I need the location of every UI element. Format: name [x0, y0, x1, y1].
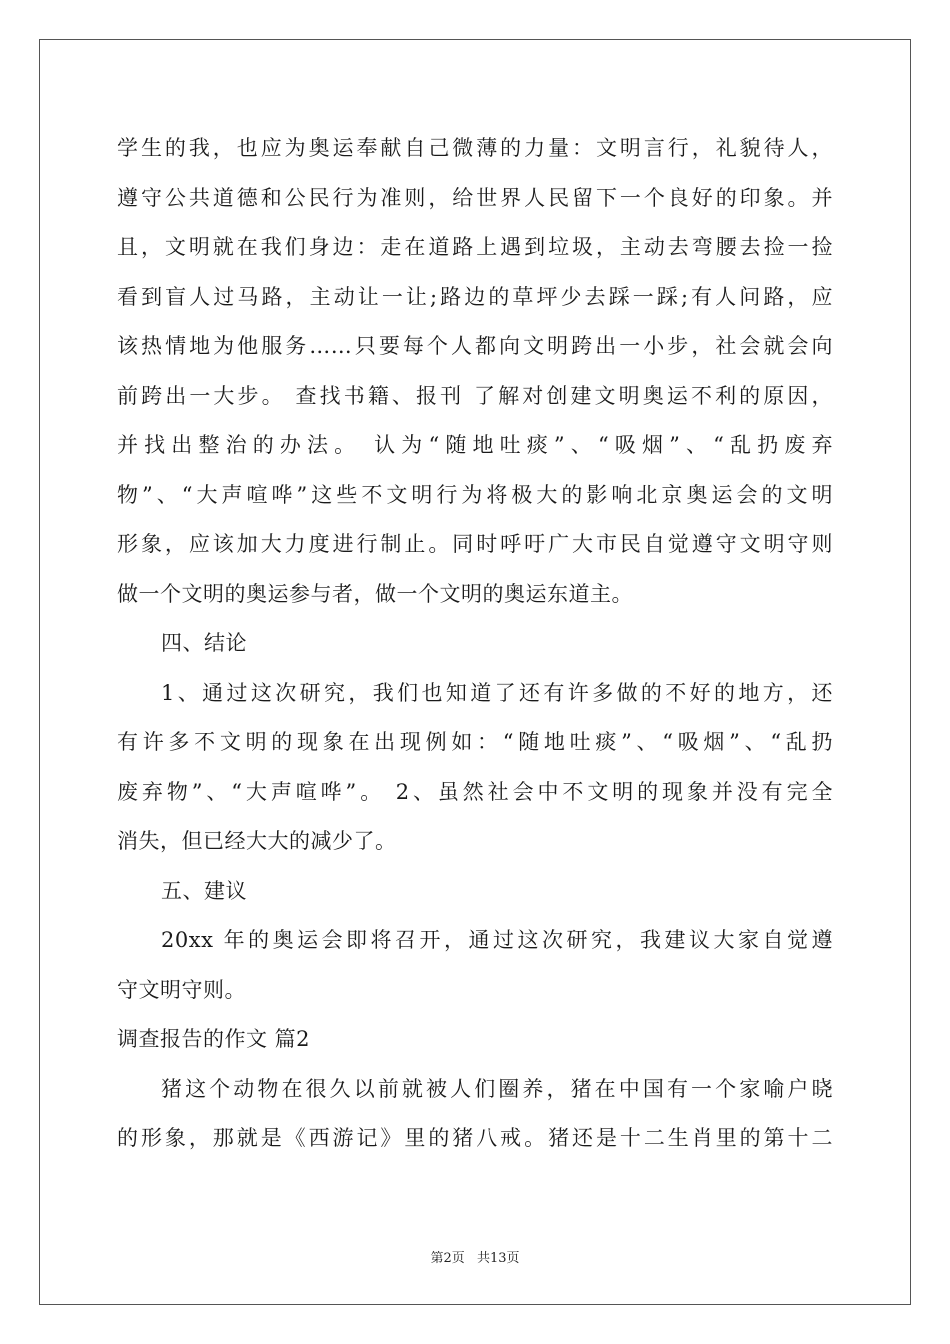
text-line: 废弃物”、“大声喧哗”。 2、虽然社会中不文明的现象并没有完全 — [117, 779, 833, 804]
text-line: 的形象，那就是《西游记》里的猪八戒。猪还是十二生肖里的第十二 — [117, 1126, 833, 1150]
text-line: 物”、“大声喧哗”这些不文明行为将极大的影响北京奥运会的文明 — [117, 482, 833, 507]
text-line: 猪这个动物在很久以前就被人们圈养，猪在中国有一个家喻户晓 — [161, 1076, 833, 1101]
text-line: 看到盲人过马路，主动让一让;路边的草坪少去踩一踩;有人问路，应 — [117, 284, 833, 309]
page-number: 第2页 — [430, 1251, 465, 1266]
text-line: 守文明守则。 — [117, 977, 246, 1002]
section-heading-conclusion: 四、结论 — [161, 631, 247, 655]
text-line: 前跨出一大步。 查找书籍、报刊 了解对创建文明奥运不利的原因， — [117, 383, 833, 408]
document-body — [117, 124, 833, 1164]
article-title: 调查报告的作文 篇2 — [117, 1027, 311, 1051]
text-line: 且，文明就在我们身边：走在道路上遇到垃圾，主动去弯腰去捡一捡 — [117, 235, 833, 259]
section-heading-suggestion: 五、建议 — [161, 878, 247, 903]
text-line: 做一个文明的奥运参与者，做一个文明的奥运东道主。 — [117, 581, 633, 606]
text-line: 形象，应该加大力度进行制止。同时呼吁广大市民自觉遵守文明守则 — [117, 532, 833, 556]
text-line: 遵守公共道德和公民行为准则，给世界人民留下一个良好的印象。并 — [117, 185, 833, 210]
text-line: 学生的我，也应为奥运奉献自己微薄的力量：文明言行，礼貌待人， — [117, 136, 833, 160]
text-line: 消失，但已经大大的减少了。 — [117, 829, 397, 853]
text-line: 该热情地为他服务……只要每个人都向文明跨出一小步，社会就会向 — [117, 334, 833, 358]
page-footer — [0, 1247, 950, 1266]
text-line: 20xx 年的奥运会即将召开，通过这次研究，我建议大家自觉遵 — [161, 928, 833, 952]
text-line: 并找出整治的办法。 认为“随地吐痰”、“吸烟”、“乱扔废弃 — [117, 433, 833, 457]
text-line: 有许多不文明的现象在出现例如：“随地吐痰”、“吸烟”、“乱扔 — [117, 730, 833, 754]
text-line: 1、通过这次研究，我们也知道了还有许多做的不好的地方，还 — [161, 680, 833, 705]
page-total: 共13页 — [476, 1251, 520, 1266]
